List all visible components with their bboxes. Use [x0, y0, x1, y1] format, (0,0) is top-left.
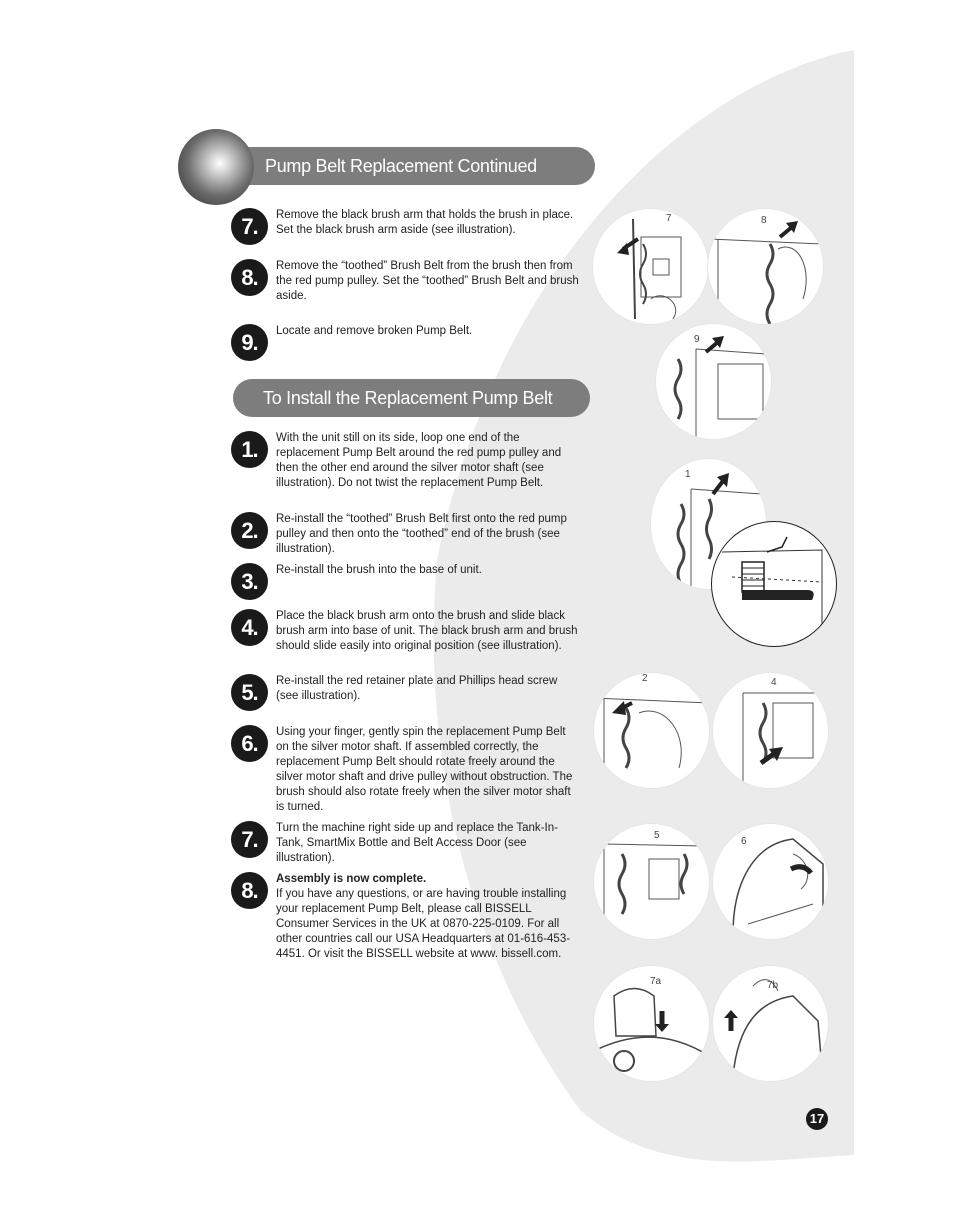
- step-text: Remove the black brush arm that holds the brush in place. Set the black brush arm aside (see illustration).: [276, 209, 574, 236]
- illustration-label: 8: [761, 215, 767, 226]
- step-number-badge: 8.: [231, 872, 268, 909]
- section-header-install-replacement: [233, 379, 590, 417]
- decorative-orb: [178, 129, 254, 205]
- step-text: With the unit still on its side, loop one end of the replacement Pump Belt around the red pump pulley and then the other end around the silver motor shaft (see illustration). Do not twist the replacement Pump Belt.: [276, 432, 562, 489]
- illustration-label: 1: [685, 469, 691, 480]
- illustration-5: [593, 823, 710, 940]
- step-number-badge: 8.: [231, 259, 268, 296]
- step-text: Remove the “toothed” Brush Belt from the brush then from the red pump pulley. Set the “toothed” Brush Belt and brush aside.: [276, 260, 579, 302]
- step-text: Re-install the red retainer plate and Phillips head screw (see illustration).: [276, 675, 558, 702]
- step-text: Re-install the “toothed” Brush Belt first onto the red pump pulley and then onto the “toothed” end of the brush (see illustration).: [276, 513, 567, 555]
- step-text: Re-install the brush into the base of unit.: [276, 564, 482, 576]
- section-title: To Install the Replacement Pump Belt: [263, 388, 553, 408]
- step-body: If you have any questions, or are having trouble installing your replacement Pump Belt, please call BISSELL Consumer Services in the UK at 0870-225-0109. For all other countries call our USA Headquarters at 01-616-453-4451. Or visit the BISSELL website at www. bissell.com.: [276, 888, 571, 960]
- section-title: Pump Belt Replacement Continued: [265, 156, 537, 176]
- illustration-label: 6: [741, 836, 747, 847]
- illustration-label: 2: [642, 673, 648, 684]
- illustration-4: [712, 672, 829, 789]
- illustration-8: [707, 208, 824, 325]
- step-number-badge: 4.: [231, 609, 268, 646]
- illustration-7a: [593, 965, 710, 1082]
- step-number-badge: 9.: [231, 324, 268, 361]
- illustration-label: 9: [694, 334, 700, 345]
- illustration-6: [712, 823, 829, 940]
- illustration-2: [593, 672, 710, 789]
- illustration-label: 7b: [767, 980, 779, 991]
- step-number-badge: 5.: [231, 674, 268, 711]
- illustration-9: [655, 323, 772, 440]
- step-bold-heading: Assembly is now complete.: [276, 873, 427, 885]
- step-text: Turn the machine right side up and replace the Tank-In-Tank, SmartMix Bottle and Belt Access Door (see illustration).: [276, 822, 558, 864]
- step-number-badge: 1.: [231, 431, 268, 468]
- illustration-7: [592, 208, 709, 325]
- step-text: [276, 872, 581, 962]
- section-header-pump-belt-replacement: [215, 147, 595, 185]
- step-number-badge: 7.: [231, 208, 268, 245]
- illustration-1-zoom: [711, 521, 837, 647]
- page-number: 17: [806, 1108, 828, 1130]
- step-number-badge: 2.: [231, 512, 268, 549]
- illustration-label: 7a: [650, 976, 662, 987]
- illustration-label: 7: [666, 213, 672, 224]
- step-number-badge: 7.: [231, 821, 268, 858]
- step-text: Locate and remove broken Pump Belt.: [276, 325, 473, 337]
- illustration-7b: [712, 965, 829, 1082]
- step-number-badge: 6.: [231, 725, 268, 762]
- illustration-label: 4: [771, 677, 777, 688]
- step-text: Using your finger, gently spin the replacement Pump Belt on the silver motor shaft. If assembled correctly, the replacement Pump Belt should rotate freely around the silver motor shaft and drive pulley without obstruction. The brush should also rotate freely when the silver motor shaft is turned.: [276, 726, 573, 813]
- step-text: Place the black brush arm onto the brush and slide black brush arm into base of unit. The black brush arm and brush should slide easily into original position (see illustration).: [276, 610, 578, 652]
- step-number-badge: 3.: [231, 563, 268, 600]
- illustration-label: 5: [654, 830, 660, 841]
